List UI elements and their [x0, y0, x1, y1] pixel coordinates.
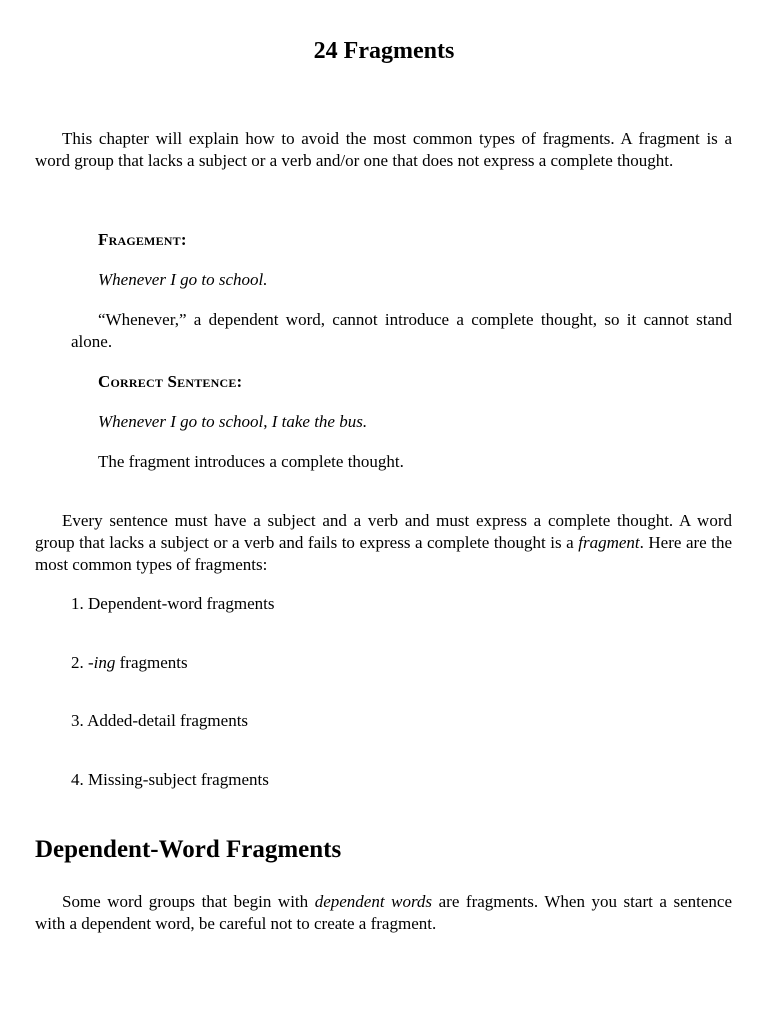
list-item-number: 1. [71, 594, 88, 613]
correct-sentence-part2: I take the bus. [267, 412, 368, 431]
list-item-number: 2. [71, 653, 88, 672]
section-heading: Dependent-Word Fragments [35, 836, 342, 863]
list-item-number: 3. [71, 711, 88, 730]
section-text-before: Some word groups that begin with [62, 892, 315, 911]
fragment-example [71, 229, 732, 251]
correct-sentence-part1: Whenever I go to school [98, 412, 264, 431]
fragment-explanation-block [71, 309, 732, 353]
list-item [71, 769, 269, 791]
fragment-text-block [71, 269, 732, 291]
list-item-emphasis: -ing [88, 653, 116, 672]
list-item [71, 710, 248, 732]
list-item-text: fragments [115, 653, 188, 672]
correct-sentence-comma: , [263, 412, 268, 431]
rule-paragraph [35, 510, 732, 576]
correct-sentence-text [71, 411, 732, 433]
section-paragraph [35, 891, 732, 935]
list-item [71, 593, 274, 615]
rule-text-after: . Here are the most common types of fragments: [35, 533, 732, 574]
correct-sentence-text-block [71, 411, 732, 433]
section-text-after: are fragments. When you start a sentence with a dependent word, be careful not to create a fragment. [35, 892, 732, 933]
correct-explanation-block [71, 451, 732, 473]
section-term: dependent words [314, 892, 433, 911]
list-item-text: Missing-subject fragments [88, 770, 269, 789]
correct-sentence-label: Correct Sentence: [98, 372, 243, 391]
rule-text-before: Every sentence must have a subject and a verb and must express a complete thought. A word group that lacks a subject or a verb and fails to express a complete thought is a [35, 511, 732, 552]
correct-sentence-explanation: The fragment introduces a complete thought. [98, 452, 404, 471]
fragment-text: Whenever I go to school. [98, 270, 268, 289]
list-item-text: Dependent-word fragments [88, 594, 275, 613]
fragment-label: Fragement: [98, 230, 187, 249]
list-item [71, 652, 188, 674]
list-item-text: Added-detail fragments [87, 711, 249, 730]
fragment-explanation: “Whenever,” a dependent word, cannot introduce a complete thought, so it cannot stand alone. [71, 310, 732, 351]
correct-sentence-block [71, 371, 732, 393]
rule-term: fragment [578, 533, 640, 552]
chapter-title: 24 Fragments [313, 38, 455, 64]
list-item-number: 4. [71, 770, 88, 789]
intro-paragraph: This chapter will explain how to avoid the most common types of fragments. A fragment is a word group that lacks a subject or a verb and/or one that does not express a complete thought. [35, 129, 732, 170]
